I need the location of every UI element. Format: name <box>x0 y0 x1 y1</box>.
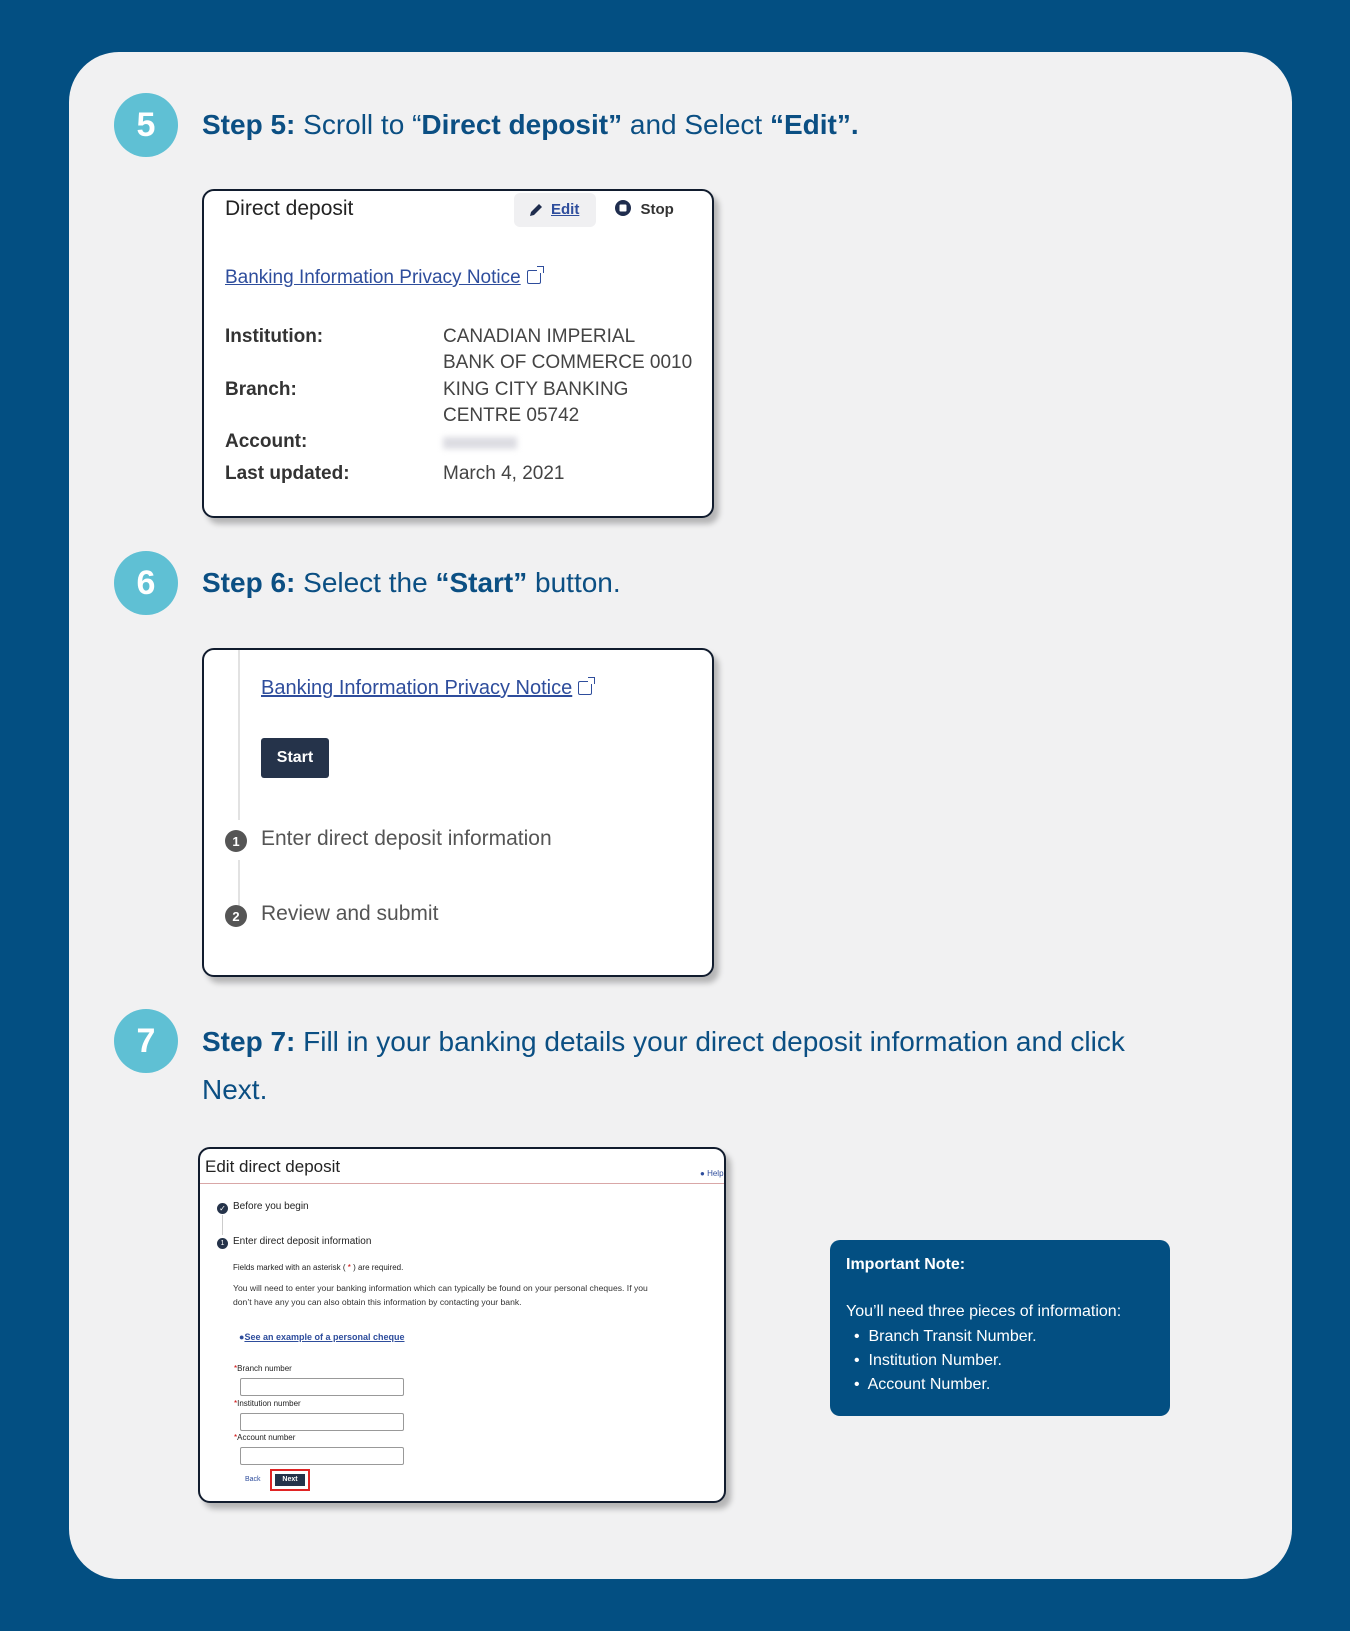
branch-number-label: *Branch number <box>234 1364 292 1373</box>
stop-icon <box>614 199 632 217</box>
institution-value-2: BANK OF COMMERCE 0010 <box>443 352 693 373</box>
step-6-number: 6 <box>136 563 156 602</box>
step-5-text-b: Direct deposit” <box>421 109 623 140</box>
title-divider <box>200 1183 724 1184</box>
progress-line <box>222 1215 223 1235</box>
last-updated-label: Last updated: <box>225 463 350 484</box>
cheque-example-text[interactable]: See an example of a personal cheque <box>244 1332 405 1342</box>
account-number-label: *Account number <box>234 1433 296 1442</box>
branch-value-1: KING CITY BANKING <box>443 379 629 400</box>
account-number-input[interactable] <box>240 1447 404 1465</box>
branch-value-2: CENTRE 05742 <box>443 405 580 426</box>
info-icon: ● <box>239 1332 245 1342</box>
edit-direct-deposit-title: Edit direct deposit <box>205 1157 341 1176</box>
note-item-2: • Institution Number. <box>854 1352 1002 1369</box>
privacy-notice-link[interactable] <box>225 267 541 289</box>
pencil-icon <box>528 202 544 218</box>
edit-direct-deposit-screenshot <box>198 1147 726 1503</box>
direct-deposit-title: Direct deposit <box>225 197 354 220</box>
required-note <box>233 1263 403 1272</box>
step-5-text-c: and Select <box>622 109 770 140</box>
important-note-box <box>830 1240 1170 1416</box>
stop-label: Stop <box>640 201 674 218</box>
step-5-heading <box>202 101 859 149</box>
note-item-3-text: Account Number. <box>867 1376 991 1393</box>
step-5-text-a: Scroll to “ <box>295 109 422 140</box>
start-button[interactable]: Start <box>261 738 329 778</box>
required-star: * <box>347 1263 351 1272</box>
enter-info-label: Enter direct deposit information <box>233 1236 372 1247</box>
privacy-notice-text-2[interactable]: Banking Information Privacy Notice <box>261 677 573 699</box>
step-5-number: 5 <box>136 105 156 144</box>
before-you-begin: Before you begin <box>233 1201 309 1212</box>
start-screenshot <box>202 648 714 977</box>
step-1-circle: 1 <box>225 830 247 852</box>
branch-number-input[interactable] <box>240 1378 404 1396</box>
account-value-blurred <box>443 437 517 449</box>
next-highlight <box>270 1469 310 1491</box>
description-line-2: don’t have any you can also obtain this information by contacting your bank. <box>233 1297 522 1307</box>
edit-button[interactable] <box>514 193 596 227</box>
description-line-1: You will need to enter your banking information which can typically be found on your personal cheques. If you <box>233 1283 648 1293</box>
important-note-intro: You’ll need three pieces of information: <box>846 1303 1122 1320</box>
required-b: ) are required. <box>353 1263 404 1272</box>
institution-number-input[interactable] <box>240 1413 404 1431</box>
progress-line-top <box>238 650 240 820</box>
step-7-text: Fill in your banking details your direct deposit information and click <box>295 1026 1125 1057</box>
note-item-2-text: Institution Number. <box>868 1352 1002 1369</box>
step-6-text-a: Select the <box>295 567 436 598</box>
direct-deposit-screenshot <box>202 189 714 518</box>
last-updated-value: March 4, 2021 <box>443 463 565 484</box>
next-button[interactable]: Next <box>275 1474 305 1486</box>
external-link-icon <box>527 270 541 284</box>
institution-number-label: *Institution number <box>234 1399 301 1408</box>
institution-value-1: CANADIAN IMPERIAL <box>443 326 636 347</box>
stop-button[interactable] <box>614 199 674 219</box>
account-label-text: Account number <box>237 1433 296 1442</box>
step-6-prefix: Step 6: <box>202 567 296 598</box>
account-label: Account: <box>225 431 308 452</box>
note-item-3: • Account Number. <box>854 1376 991 1393</box>
branch-label-text: Branch number <box>237 1364 292 1373</box>
step-1-label: Enter direct deposit information <box>261 827 552 850</box>
step-6-text-c: button. <box>527 567 621 598</box>
step-7-text-2: Next. <box>202 1074 268 1105</box>
institution-label-text: Institution number <box>237 1399 301 1408</box>
back-link[interactable]: Back <box>245 1476 261 1483</box>
institution-label: Institution: <box>225 326 324 347</box>
help-link[interactable]: ● Help <box>700 1169 724 1178</box>
step-6-badge <box>114 551 178 615</box>
privacy-notice-link-2[interactable] <box>261 677 592 700</box>
step-7-heading <box>202 1018 1182 1066</box>
branch-label: Branch: <box>225 379 297 400</box>
step-5-prefix: Step 5: <box>202 109 296 140</box>
privacy-notice-text[interactable]: Banking Information Privacy Notice <box>225 267 521 288</box>
step-7-prefix: Step 7: <box>202 1026 296 1057</box>
step-7-badge <box>114 1009 178 1073</box>
note-item-1-text: Branch Transit Number. <box>868 1328 1037 1345</box>
required-a: Fields marked with an asterisk ( <box>233 1263 346 1272</box>
check-icon: ✓ <box>217 1203 228 1214</box>
step-2-circle: 2 <box>225 905 247 927</box>
cheque-example-link[interactable] <box>239 1332 405 1342</box>
important-note-title: Important Note: <box>846 1256 966 1273</box>
step-2-label: Review and submit <box>261 902 439 925</box>
help-text[interactable]: Help <box>707 1169 724 1178</box>
step-6-heading <box>202 559 621 607</box>
step-5-badge <box>114 93 178 157</box>
step-7-number: 7 <box>136 1021 156 1060</box>
progress-line-mid <box>238 860 240 910</box>
enter-step-circle: 1 <box>217 1238 228 1249</box>
step-5-text-d: “Edit”. <box>769 109 859 140</box>
note-item-1: • Branch Transit Number. <box>854 1328 1037 1345</box>
edit-link[interactable]: Edit <box>551 201 580 218</box>
step-6-text-b: “Start” <box>435 567 528 598</box>
external-link-icon <box>578 681 592 695</box>
